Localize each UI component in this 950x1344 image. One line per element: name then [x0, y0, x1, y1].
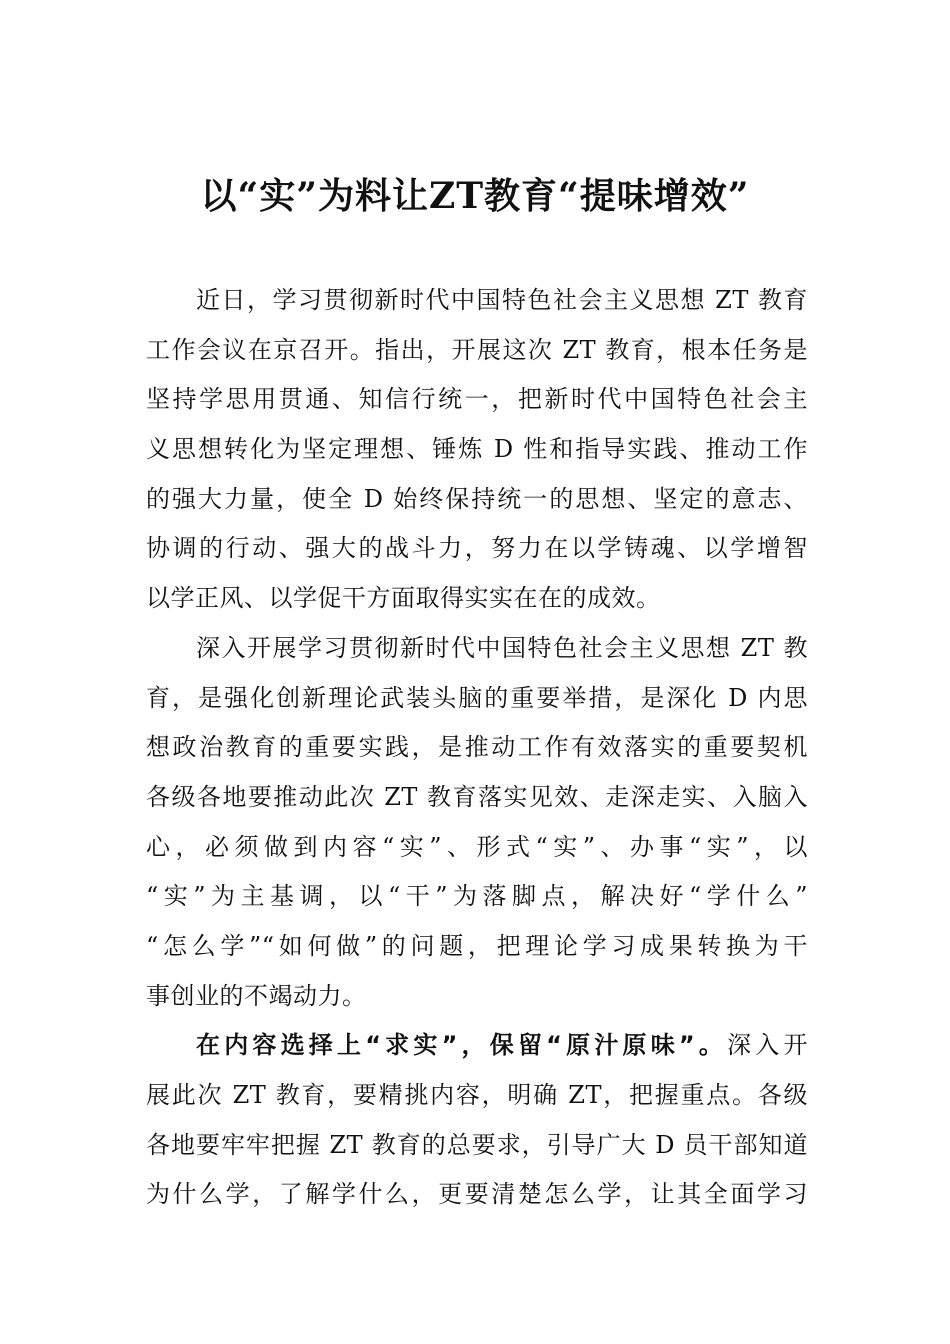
- text-line: [146, 823, 808, 873]
- document-body: [146, 276, 808, 1220]
- text-line: [146, 674, 808, 724]
- text-line: [146, 922, 808, 972]
- text-line: [146, 1021, 808, 1071]
- text-line: [146, 1071, 808, 1121]
- line-text: 心，必须做到内容“实”、形式“实”、办事“实”，以: [146, 832, 808, 861]
- text-line: [146, 574, 808, 624]
- text-line: [146, 425, 808, 475]
- line-text: 展此次 ZT 教育，要精挑内容，明确 ZT，把握重点。各级: [146, 1081, 808, 1109]
- line-text: 想政治教育的重要实践，是推动工作有效落实的重要契机: [146, 733, 808, 762]
- text-line: [146, 872, 808, 922]
- line-text: 为什么学，了解学什么，更要清楚怎么学，让其全面学习: [146, 1180, 808, 1209]
- text-line: [146, 773, 808, 823]
- line-text: 育，是强化创新理论武装头脑的重要举措，是深化 D 内思: [146, 683, 808, 712]
- text-line: [146, 972, 808, 1022]
- line-text: 协调的行动、强大的战斗力，努力在以学铸魂、以学增智: [146, 534, 808, 563]
- text-line: [146, 723, 808, 773]
- paragraph-lead: 在内容选择上“求实”，保留“原汁原味”。: [196, 1031, 728, 1060]
- document-title: 以“实”为料让ZT教育“提味增效”: [200, 175, 750, 217]
- text-line: [146, 375, 808, 425]
- line-text: “怎么学”“如何做”的问题，把理论学习成果转换为干: [146, 931, 808, 960]
- text-line: [146, 624, 808, 674]
- line-text: 各级各地要推动此次 ZT 教育落实见效、走深走实、入脑入: [146, 782, 808, 811]
- text-line: [146, 1121, 808, 1171]
- line-text: 事创业的不竭动力。: [146, 981, 367, 1010]
- line-text: 深入开: [727, 1031, 809, 1060]
- text-line: [146, 524, 808, 574]
- line-text: 的强大力量，使全 D 始终保持统一的思想、坚定的意志、: [146, 484, 808, 513]
- line-text: 各地要牢牢把握 ZT 教育的总要求，引导广大 D 员干部知道: [146, 1130, 808, 1159]
- line-text: 深入开展学习贯彻新时代中国特色社会主义思想 ZT 教: [196, 633, 808, 662]
- line-text: 以学正风、以学促干方面取得实实在在的成效。: [146, 584, 661, 613]
- text-line: [146, 326, 808, 376]
- text-line: [146, 276, 808, 326]
- line-text: “实”为主基调，以“干”为落脚点，解决好“学什么”: [146, 882, 808, 911]
- line-text: 工作会议在京召开。指出，开展这次 ZT 教育，根本任务是: [146, 335, 808, 364]
- text-line: [146, 1170, 808, 1220]
- line-text: 近日，学习贯彻新时代中国特色社会主义思想 ZT 教育: [196, 286, 808, 314]
- line-text: 坚持学思用贯通、知信行统一，把新时代中国特色社会主: [146, 385, 808, 414]
- text-line: [146, 475, 808, 525]
- line-text: 义思想转化为坚定理想、锤炼 D 性和指导实践、推动工作: [146, 435, 808, 464]
